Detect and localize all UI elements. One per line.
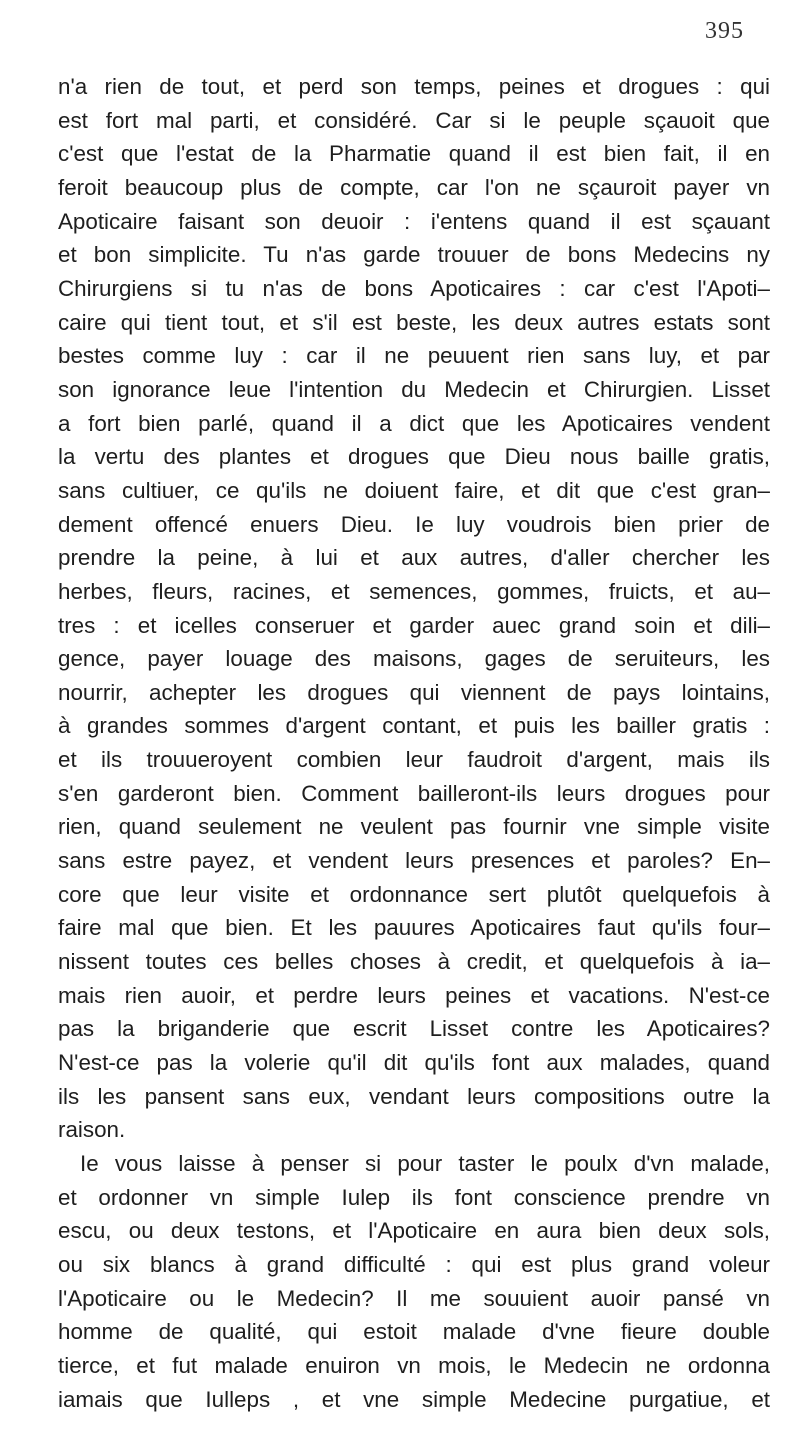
text-line: caire qui tient tout, et s'il est beste, les deux autres estats sont	[58, 309, 770, 335]
paragraph-1	[58, 70, 770, 1147]
text-line: rien, quand seulement ne veulent pas fournir vne simple visite	[58, 814, 770, 840]
text-line: escu, ou deux testons, et l'Apoticaire en aura bien deux sols,	[58, 1218, 770, 1244]
text-line: herbes, fleurs, racines, et semences, gommes, fruicts, et au–	[58, 578, 770, 604]
text-line: Ie vous laisse à penser si pour taster le poulx d'vn malade,	[80, 1151, 770, 1176]
text-line: homme de qualité, qui estoit malade d'vne fieure double	[58, 1319, 770, 1345]
text-line: tres : et icelles conseruer et garder auec grand soin et dili–	[58, 612, 770, 638]
text-line: ils les pansent sans eux, vendant leurs compositions outre la	[58, 1083, 770, 1109]
text-line: core que leur visite et ordonnance sert plutôt quelquefois à	[58, 881, 770, 907]
text-line: prendre la peine, à lui et aux autres, d'aller chercher les	[58, 545, 770, 571]
text-line: N'est-ce pas la volerie qu'il dit qu'ils font aux malades, quand	[58, 1050, 770, 1076]
text-line: pas la briganderie que escrit Lisset contre les Apoticaires?	[58, 1016, 770, 1042]
text-line: son ignorance leue l'intention du Medecin et Chirurgien. Lisset	[58, 376, 770, 402]
text-line: bestes comme luy : car il ne peuuent rien sans luy, et par	[58, 343, 770, 369]
text-line: et bon simplicite. Tu n'as garde trouuer de bons Medecins ny	[58, 242, 770, 268]
text-line: tierce, et fut malade enuiron vn mois, le Medecin ne ordonna	[58, 1352, 770, 1378]
text-line: Chirurgiens si tu n'as de bons Apoticaires : car c'est l'Apoti–	[58, 275, 770, 301]
text-line: sans cultiuer, ce qu'ils ne doiuent faire, et dit que c'est gran–	[58, 477, 770, 503]
text-line: nourrir, achepter les drogues qui viennent de pays lointains,	[58, 679, 770, 705]
text-line: sans estre payez, et vendent leurs presences et paroles? En–	[58, 848, 770, 874]
text-line: nissent toutes ces belles choses à credit, et quelquefois à ia–	[58, 949, 770, 975]
text-line: la vertu des plantes et drogues que Dieu nous baille gratis,	[58, 444, 770, 470]
text-line: n'a rien de tout, et perd son temps, peines et drogues : qui	[58, 74, 770, 99]
text-line: dement offencé enuers Dieu. Ie luy voudrois bien prier de	[58, 511, 770, 537]
text-line: a fort bien parlé, quand il a dict que les Apoticaires vendent	[58, 410, 770, 436]
text-line: mais rien auoir, et perdre leurs peines et vacations. N'est-ce	[58, 982, 770, 1008]
text-line: iamais que Iulleps , et vne simple Medecine purgatiue, et	[58, 1386, 770, 1412]
text-line: Apoticaire faisant son deuoir : i'entens quand il est sçauant	[58, 208, 770, 234]
text-line: raison.	[58, 1117, 126, 1143]
text-line: et ordonner vn simple Iulep ils font conscience prendre vn	[58, 1184, 770, 1210]
text-line: feroit beaucoup plus de compte, car l'on ne sçauroit payer vn	[58, 174, 770, 200]
text-line: ou six blancs à grand difficulté : qui est plus grand voleur	[58, 1251, 770, 1277]
text-line: et ils trouueroyent combien leur faudroit d'argent, mais ils	[58, 747, 770, 773]
text-line: s'en garderont bien. Comment bailleront-ils leurs drogues pour	[58, 780, 770, 806]
text-line: à grandes sommes d'argent contant, et puis les bailler gratis :	[58, 713, 770, 739]
text-line: est fort mal parti, et considéré. Car si le peuple sçauoit que	[58, 107, 770, 133]
text-line: c'est que l'estat de la Pharmatie quand il est bien fait, il en	[58, 141, 770, 167]
text-line: l'Apoticaire ou le Medecin? Il me souuient auoir pansé vn	[58, 1285, 770, 1311]
text-line: gence, payer louage des maisons, gages de seruiteurs, les	[58, 646, 770, 672]
text-line: faire mal que bien. Et les pauures Apoticaires faut qu'ils four–	[58, 915, 770, 941]
page-number: 395	[705, 18, 744, 44]
paragraph-2	[58, 1147, 770, 1416]
body-text	[58, 70, 770, 1416]
